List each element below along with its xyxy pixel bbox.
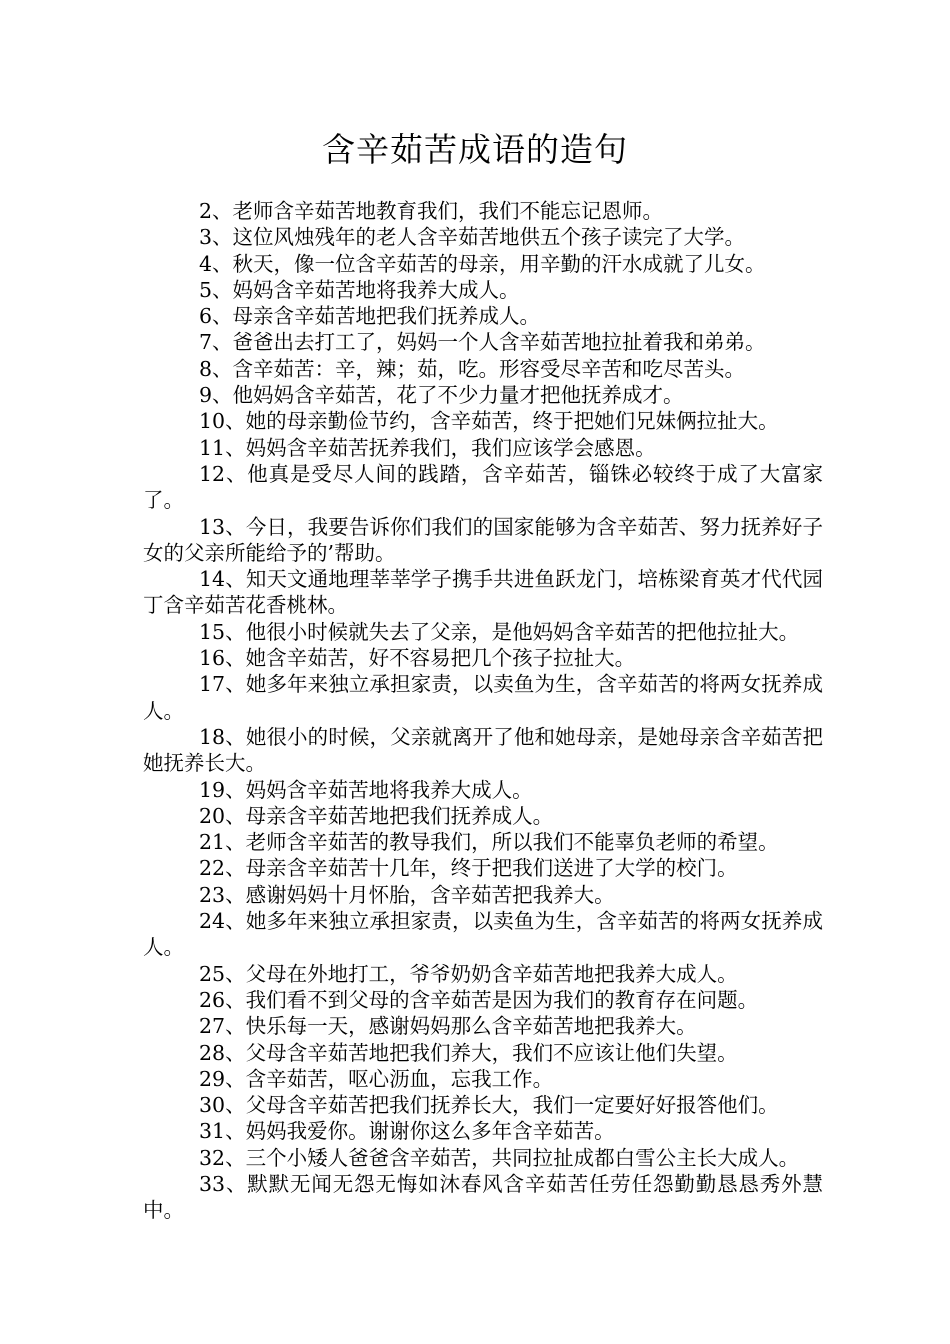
sentence-paragraph: 23、感谢妈妈十月怀胎，含辛茹苦把我养大。 (199, 882, 615, 907)
sentence-paragraph: 16、她含辛茹苦，好不容易把几个孩子拉扯大。 (199, 646, 636, 671)
document-body (143, 198, 823, 1224)
sentence-paragraph: 11、妈妈含辛茹苦抚养我们，我们应该学会感恩。 (199, 435, 656, 460)
sentence-paragraph: 5、妈妈含辛茹苦地将我养大成人。 (199, 277, 520, 302)
sentence-paragraph: 33、默默无闻无怨无悔如沐春风含辛茹苦任劳任怨勤勤恳恳秀外慧中。 (143, 1171, 823, 1223)
sentence-paragraph: 14、知天文通地理莘莘学子携手共进鱼跃龙门，培栋梁育英才代代园丁含辛茹苦花香桃林。 (143, 567, 823, 618)
sentence-paragraph: 32、三个小矮人爸爸含辛茹苦，共同拉扯成都白雪公主长大成人。 (199, 1145, 800, 1170)
sentence-paragraph: 9、他妈妈含辛茹苦，花了不少力量才把他抚养成才。 (199, 383, 684, 408)
sentence-paragraph: 24、她多年来独立承担家责，以卖鱼为生，含辛茹苦的将两女抚养成人。 (143, 909, 823, 960)
sentence-paragraph: 17、她多年来独立承担家责，以卖鱼为生，含辛茹苦的将两女抚养成人。 (143, 672, 823, 723)
sentence-paragraph: 19、妈妈含辛茹苦地将我养大成人。 (199, 777, 533, 802)
sentence-paragraph: 4、秋天，像一位含辛茹苦的母亲，用辛勤的汗水成就了儿女。 (199, 251, 766, 276)
page-title: 含辛茹苦成语的造句 (322, 130, 628, 169)
sentence-paragraph: 29、含辛茹苦，呕心沥血，忘我工作。 (199, 1066, 554, 1091)
sentence-paragraph: 7、爸爸出去打工了，妈妈一个人含辛茹苦地拉扯着我和弟弟。 (199, 330, 766, 355)
sentence-paragraph: 21、老师含辛茹苦的教导我们，所以我们不能辜负老师的希望。 (199, 830, 779, 855)
sentence-paragraph: 30、父母含辛茹苦把我们抚养长大，我们一定要好好报答他们。 (199, 1093, 779, 1118)
sentence-paragraph: 13、今日，我要告诉你们我们的国家能够为含辛茹苦、努力抚养好子女的父亲所能给予的’帮助。 (143, 514, 823, 565)
sentence-paragraph: 2、老师含辛茹苦地教育我们，我们不能忘记恩师。 (199, 199, 664, 223)
sentence-paragraph: 12、他真是受尽人间的践踏，含辛茹苦，锱铢必较终于成了大富家了。 (143, 461, 823, 513)
sentence-paragraph: 31、妈妈我爱你。谢谢你这么多年含辛茹苦。 (199, 1119, 615, 1144)
sentence-paragraph: 18、她很小的时候，父亲就离开了他和她母亲，是她母亲含辛茹苦把她抚养长大。 (143, 724, 823, 776)
sentence-paragraph: 10、她的母亲勤俭节约，含辛茹苦，终于把她们兄妹俩拉扯大。 (199, 409, 779, 434)
sentence-paragraph: 28、父母含辛茹苦地把我们养大，我们不应该让他们失望。 (199, 1040, 738, 1065)
sentence-paragraph: 3、这位风烛残年的老人含辛茹苦地供五个孩子读完了大学。 (199, 225, 746, 250)
sentence-paragraph: 27、快乐每一天，感谢妈妈那么含辛茹苦地把我养大。 (199, 1014, 697, 1039)
sentence-paragraph: 22、母亲含辛茹苦十几年，终于把我们送进了大学的校门。 (199, 856, 738, 881)
sentence-paragraph: 20、母亲含辛茹苦地把我们抚养成人。 (199, 803, 554, 828)
sentence-paragraph: 26、我们看不到父母的含辛茹苦是因为我们的教育存在问题。 (199, 987, 759, 1012)
sentence-paragraph: 8、含辛茹苦：辛，辣；茹，吃。形容受尽辛苦和吃尽苦头。 (199, 356, 746, 381)
sentence-paragraph: 25、父母在外地打工，爷爷奶奶含辛茹苦地把我养大成人。 (199, 961, 738, 986)
sentence-paragraph: 15、他很小时候就失去了父亲，是他妈妈含辛茹苦的把他拉扯大。 (199, 619, 800, 644)
sentence-paragraph: 6、母亲含辛茹苦地把我们抚养成人。 (199, 304, 541, 329)
